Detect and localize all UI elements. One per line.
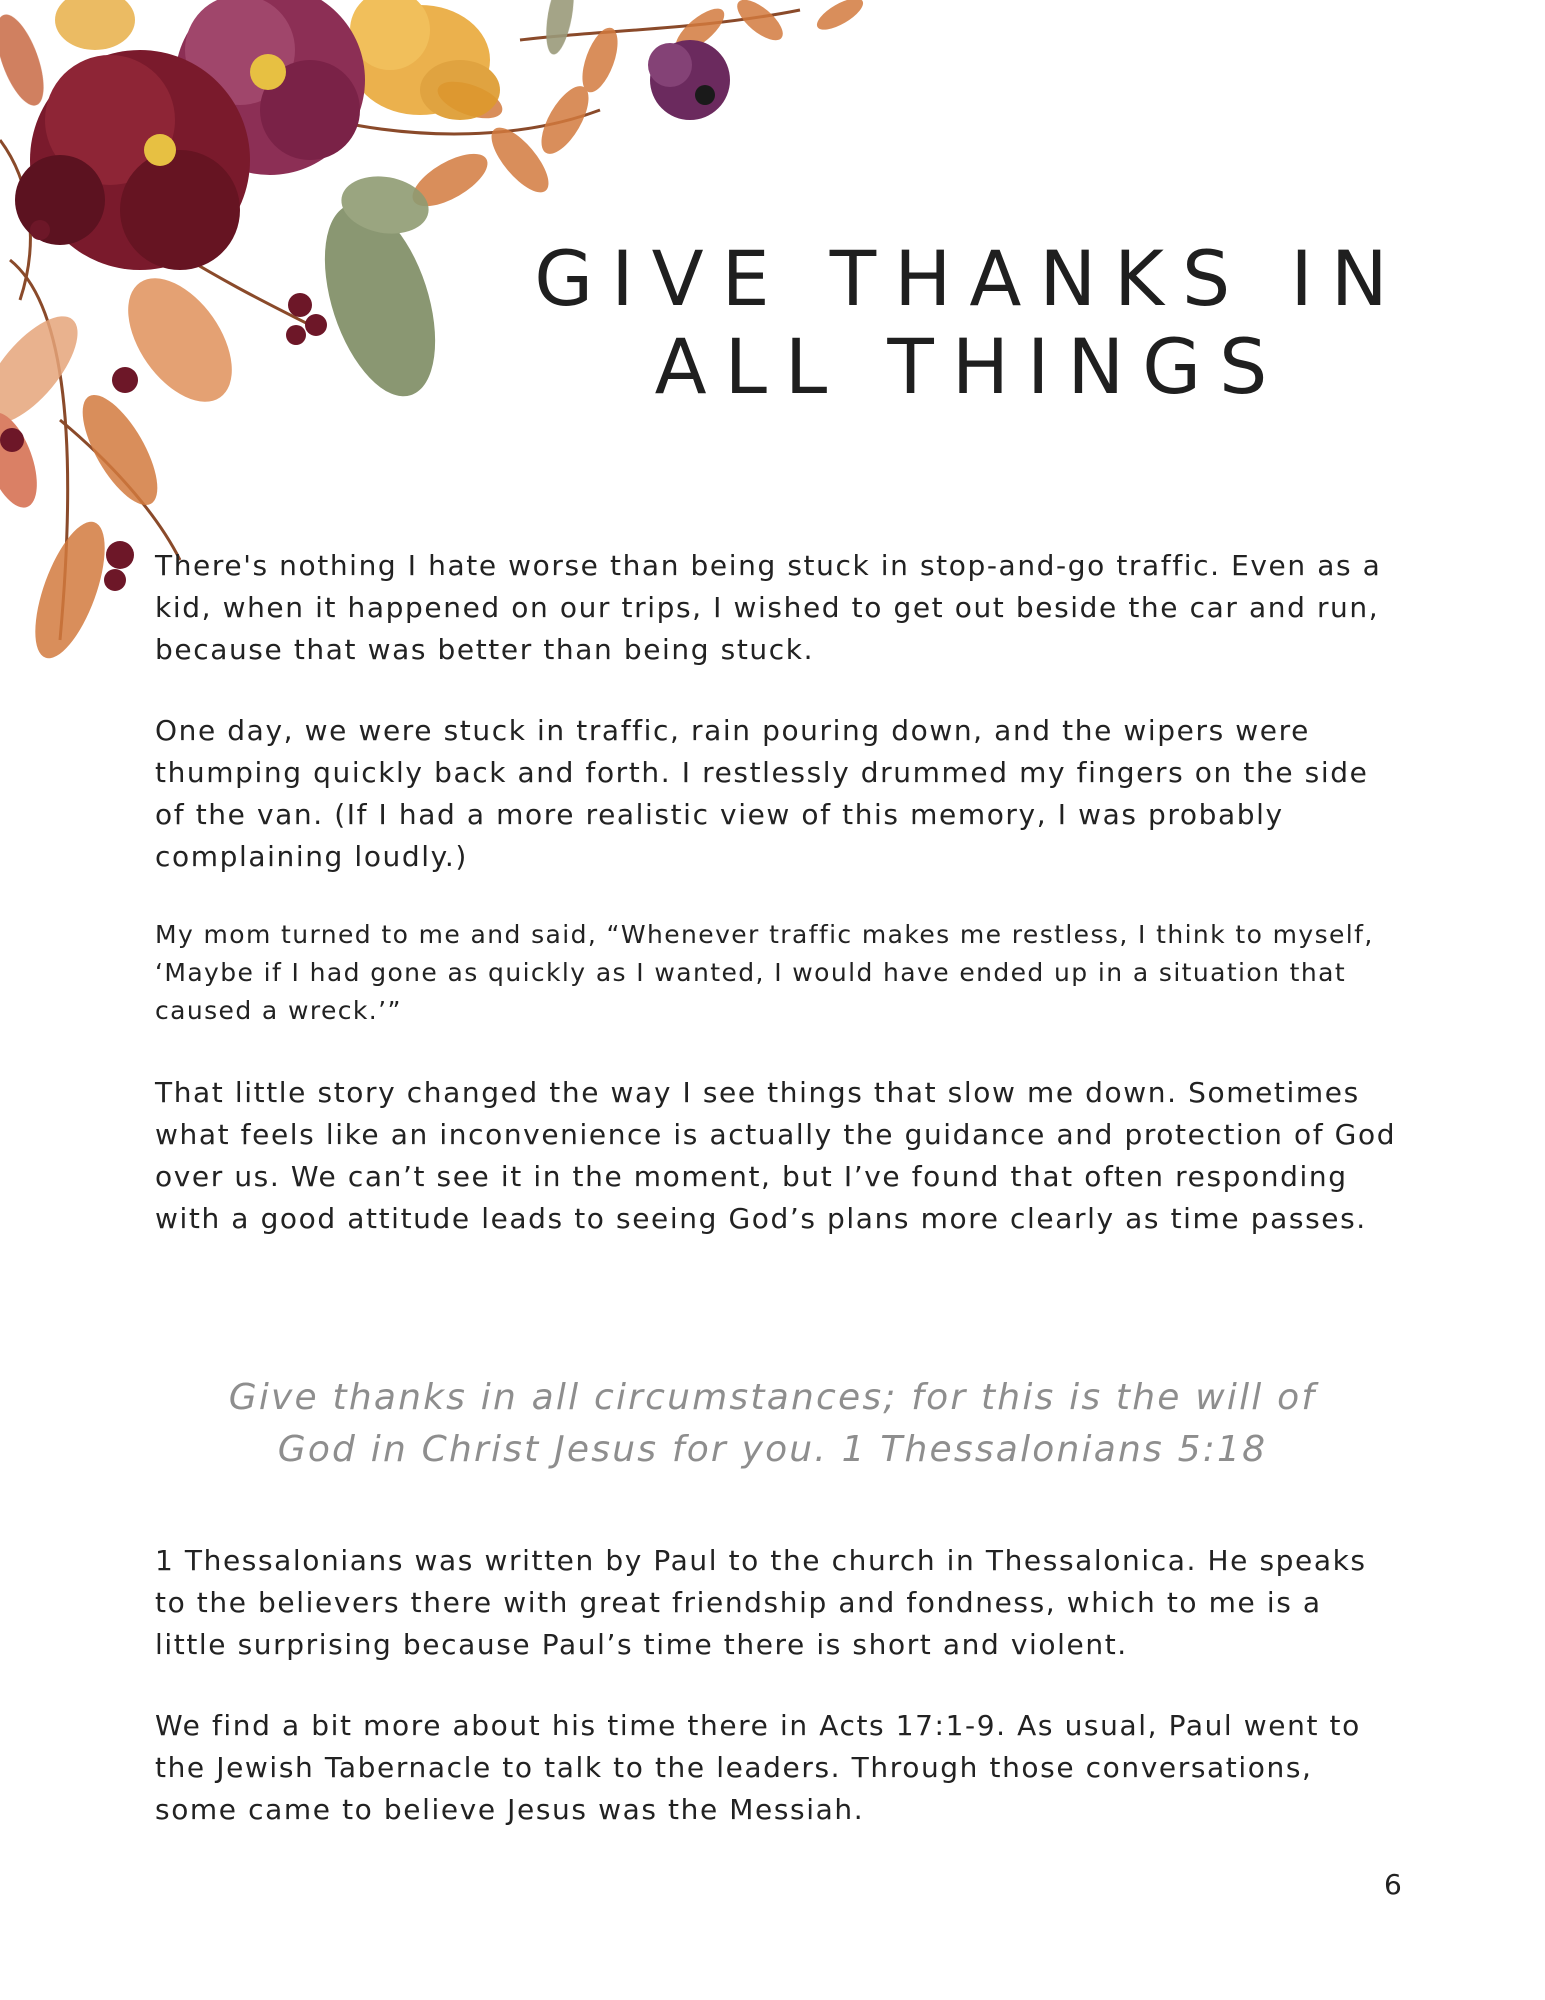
paragraph-reflection: That little story changed the way I see things that slow me down. Sometimes what feels like an inconvenience is actually the guidance and protection of God over us. We can’t see it in the moment, but I’ve found that often responding with a good attitude leads to seeing God’s plans more clearly as time passes. [155,1076,1397,1235]
purple-flower [648,40,730,120]
paragraph-thessalonians: 1 Thessalonians was written by Paul to the church in Thessalonica. He speaks to the believers there with great friendship and fondness, which to me is a little surprising because Paul’s time there is short and violent. [155,1544,1367,1661]
paragraph-traffic-intro: There's nothing I hate worse than being stuck in stop-and-go traffic. Even as a kid, when it happened on our trips, I wished to get out beside the car and run, because that was better than being stuck. [155,549,1382,666]
scripture-quote: Give thanks in all circumstances; for this is the will of God in Christ Jesus for you. 1 Thessalonians 5:18 [228,1377,1317,1470]
page-title [520,235,1420,411]
paragraph-mom-quote: My mom turned to me and said, “Whenever traffic makes me restless, I think to myself, ‘Maybe if I had gone as quickly as I wanted, I would have ended up in a situation that caused a wreck.’” [155,920,1374,1025]
title-line-2: ALL THINGS [654,322,1286,411]
page-number: 6 [1384,1868,1402,1901]
paragraph-rain-memory: One day, we were stuck in traffic, rain pouring down, and the wipers were thumping quickly back and forth. I restlessly drummed my fingers on the side of the van. (If I had a more realistic view of this memory, I was probably complaining loudly.) [155,714,1369,873]
paragraph-acts: We find a bit more about his time there in Acts 17:1-9. As usual, Paul went to the Jewish Tabernacle to talk to the leaders. Through those conversations, some came to believe Jesus was the Messiah. [155,1709,1361,1826]
berries [0,220,327,591]
burgundy-flower [15,50,250,270]
title-line-1: GIVE THANKS IN [534,234,1406,323]
